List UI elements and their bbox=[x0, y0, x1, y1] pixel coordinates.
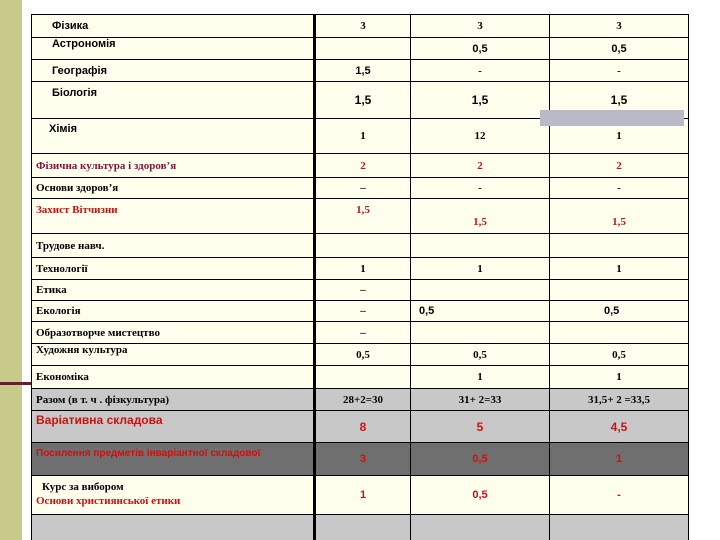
hours-cell: 1,5 bbox=[550, 82, 689, 119]
subject-name: Екологія bbox=[32, 301, 315, 322]
hours-cell: 1 bbox=[411, 366, 550, 389]
table-row bbox=[32, 280, 689, 301]
empty-cell bbox=[32, 515, 315, 540]
hours-cell bbox=[411, 234, 550, 258]
subject-name: Фізична культура і здоров’я bbox=[32, 154, 315, 178]
empty-cell bbox=[411, 515, 550, 540]
hours-cell: – bbox=[315, 322, 411, 344]
hours-cell: - bbox=[550, 178, 689, 199]
subject-name: Географія bbox=[32, 60, 315, 82]
hours-cell: 0,5 bbox=[550, 301, 689, 322]
variative-cell: 8 bbox=[315, 411, 411, 443]
total-row bbox=[32, 389, 689, 411]
hours-cell: 3 bbox=[550, 15, 689, 38]
hours-cell: 1 bbox=[315, 258, 411, 280]
subject-name: Фізика bbox=[32, 15, 315, 38]
hours-cell bbox=[411, 322, 550, 344]
hours-cell: 0,5 bbox=[411, 344, 550, 366]
strengthening-cell: 1 bbox=[550, 443, 689, 476]
empty-cell bbox=[315, 515, 411, 540]
elective-cell: 0,5 bbox=[411, 476, 550, 515]
hours-cell bbox=[315, 234, 411, 258]
subject-name: Технології bbox=[32, 258, 315, 280]
subject-name: Астрономія bbox=[32, 38, 315, 60]
table-row bbox=[32, 15, 689, 38]
hours-cell: 1,5 bbox=[315, 82, 411, 119]
hours-cell: 1,5 bbox=[315, 60, 411, 82]
empty-row bbox=[32, 515, 689, 540]
hours-cell: 1 bbox=[315, 119, 411, 154]
table-row bbox=[32, 38, 689, 60]
subject-name: Основи здоров’я bbox=[32, 178, 315, 199]
strengthening-label: Посилення предметів інваріантної складової bbox=[32, 443, 315, 476]
hours-cell: 0,5 bbox=[411, 38, 550, 60]
hours-cell: 2 bbox=[315, 154, 411, 178]
table-row bbox=[32, 344, 689, 366]
hours-cell bbox=[550, 280, 689, 301]
hours-cell bbox=[550, 234, 689, 258]
hours-cell: – bbox=[315, 301, 411, 322]
hours-cell bbox=[315, 38, 411, 60]
hours-cell bbox=[315, 366, 411, 389]
subject-name: Етика bbox=[32, 280, 315, 301]
table-row bbox=[32, 301, 689, 322]
elective-row bbox=[32, 476, 689, 515]
strengthening-cell: 0,5 bbox=[411, 443, 550, 476]
total-cell: 28+2=30 bbox=[315, 389, 411, 411]
table-row bbox=[32, 178, 689, 199]
hours-cell: - bbox=[411, 60, 550, 82]
empty-cell bbox=[550, 515, 689, 540]
elective-title: Курс за вибором bbox=[42, 481, 124, 493]
variative-row bbox=[32, 411, 689, 443]
hours-cell bbox=[550, 322, 689, 344]
variative-cell: 4,5 bbox=[550, 411, 689, 443]
subject-name: Економіка bbox=[32, 366, 315, 389]
hours-cell: 3 bbox=[315, 15, 411, 38]
total-label: Разом (в т. ч . фізкультура) bbox=[32, 389, 315, 411]
table-row bbox=[32, 199, 689, 234]
table-row bbox=[32, 258, 689, 280]
table-row bbox=[32, 366, 689, 389]
total-cell: 31,5+ 2 =33,5 bbox=[550, 389, 689, 411]
hours-cell: 1,5 bbox=[411, 82, 550, 119]
hours-cell: 2 bbox=[411, 154, 550, 178]
hours-cell: – bbox=[315, 280, 411, 301]
strengthening-cell: 3 bbox=[315, 443, 411, 476]
table-row bbox=[32, 60, 689, 82]
subject-name: Художня культура bbox=[32, 344, 315, 366]
left-decorative-bar bbox=[0, 0, 22, 540]
table-row bbox=[32, 154, 689, 178]
hours-cell: 1 bbox=[550, 119, 689, 154]
hours-cell: 1,5 bbox=[550, 199, 689, 234]
hours-cell: 3 bbox=[411, 15, 550, 38]
subject-name: Біологія bbox=[32, 82, 315, 119]
hours-cell: - bbox=[411, 178, 550, 199]
hours-cell: 1,5 bbox=[315, 199, 411, 234]
elective-cell: 1 bbox=[315, 476, 411, 515]
hours-cell: 0,5 bbox=[550, 344, 689, 366]
hours-cell: 2 bbox=[550, 154, 689, 178]
table-row bbox=[32, 322, 689, 344]
hours-cell: - bbox=[550, 60, 689, 82]
subject-name: Трудове навч. bbox=[32, 234, 315, 258]
table-row bbox=[32, 234, 689, 258]
hours-cell: 1 bbox=[411, 258, 550, 280]
curriculum-table bbox=[31, 14, 689, 540]
hours-cell bbox=[411, 280, 550, 301]
hours-cell: 0,5 bbox=[411, 301, 550, 322]
variative-label: Варіативна складова bbox=[32, 411, 315, 443]
hours-cell: 1,5 bbox=[411, 199, 550, 234]
hours-cell: 0,5 bbox=[550, 38, 689, 60]
elective-label bbox=[32, 476, 315, 515]
hours-cell: 1 bbox=[550, 258, 689, 280]
elective-subtitle: Основи християнської етики bbox=[36, 495, 181, 507]
strengthening-row bbox=[32, 443, 689, 476]
variative-cell: 5 bbox=[411, 411, 550, 443]
hours-cell: 12 bbox=[411, 119, 550, 154]
hours-cell: – bbox=[315, 178, 411, 199]
highlight-accent bbox=[540, 110, 684, 126]
total-cell: 31+ 2=33 bbox=[411, 389, 550, 411]
subject-name: Хімія bbox=[32, 119, 315, 154]
hours-cell: 1 bbox=[550, 366, 689, 389]
subject-name: Захист Вітчизни bbox=[32, 199, 315, 234]
elective-cell: - bbox=[550, 476, 689, 515]
hours-cell: 0,5 bbox=[315, 344, 411, 366]
subject-name: Образотворче мистецтво bbox=[32, 322, 315, 344]
